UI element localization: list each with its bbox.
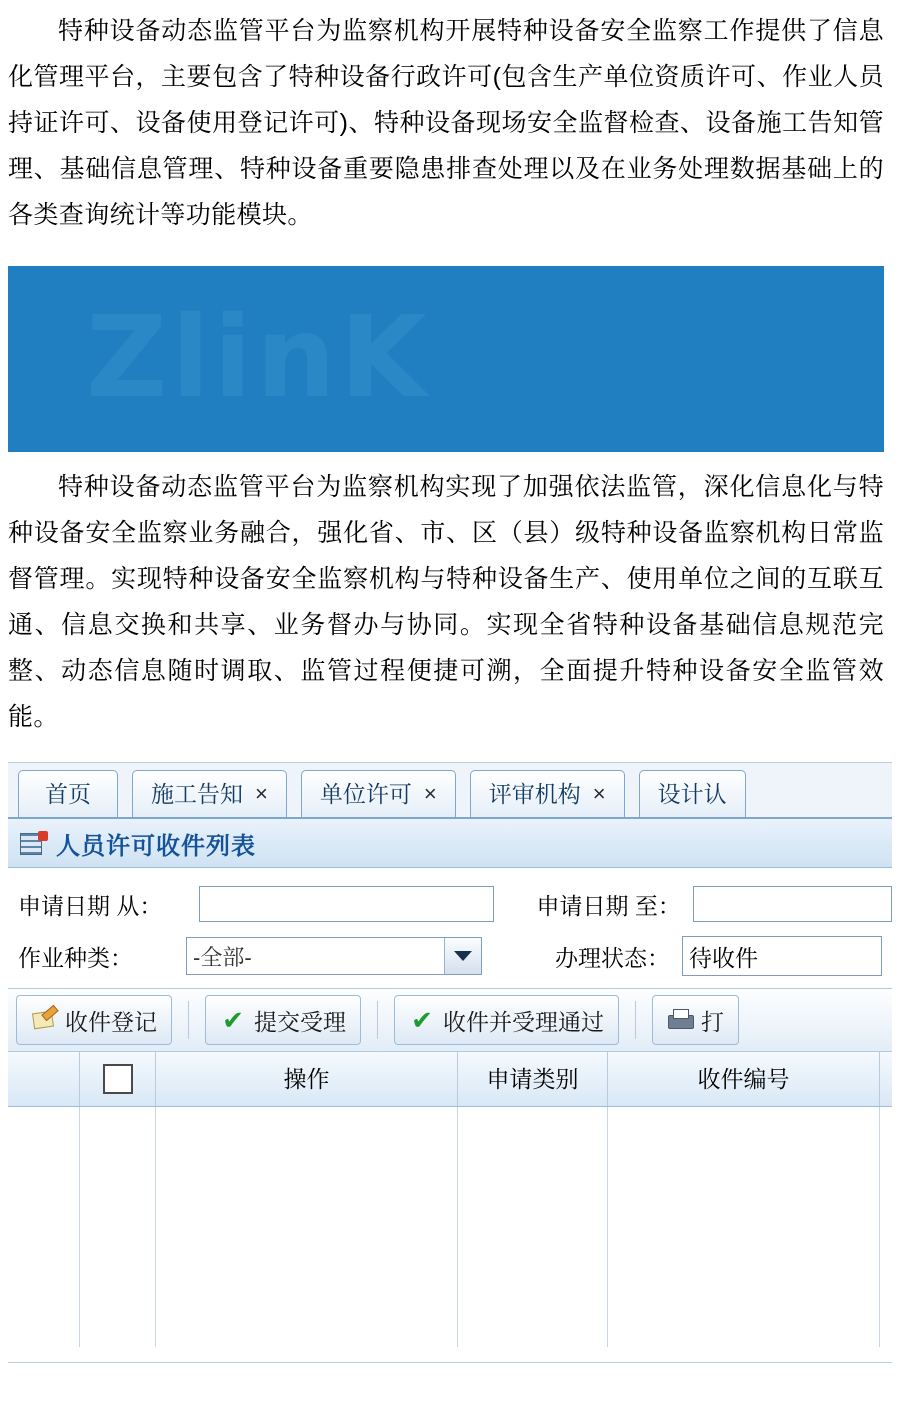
select-all-checkbox[interactable] <box>80 1052 156 1106</box>
tab-home-label: 首页 <box>45 781 91 807</box>
work-type-select[interactable] <box>186 937 482 975</box>
print-label: 打 <box>701 1008 724 1035</box>
tab-review-agency-label: 评审机构 <box>488 781 581 807</box>
building-grid-icon <box>20 831 46 855</box>
pencil-edit-icon <box>31 1008 57 1032</box>
data-grid-header <box>8 1052 892 1107</box>
filter-row-type <box>8 930 892 982</box>
app-bottom-border <box>8 1362 892 1363</box>
tab-home[interactable] <box>18 770 118 817</box>
label-work-type: 作业种类： <box>18 944 133 971</box>
tab-design-approval[interactable] <box>639 770 746 817</box>
grid-col-apply-category[interactable]: 申请类别 <box>458 1052 608 1106</box>
tab-construction-notice[interactable] <box>132 770 287 817</box>
apply-date-to-input[interactable] <box>693 886 892 922</box>
submit-acceptance-button[interactable] <box>205 995 361 1045</box>
toolbar-divider <box>635 1001 636 1039</box>
action-toolbar <box>8 988 892 1052</box>
paragraph-two: 特种设备动态监管平台为监察机构实现了加强依法监管，深化信息化与特种设备安全监察业务融合，强化省、市、区（县）级特种设备监察机构日常监督管理。实现特种设备安全监察机构与特种设备生产、使用单位之间的互联互通、信息交换和共享、业务督办与协同。实现全省特种设备基础信息规范完整、动态信息随时调取、监管过程便捷可溯，全面提升特种设备安全监管效能。 <box>8 473 884 731</box>
data-grid-body <box>8 1107 892 1347</box>
grid-col-extra <box>880 1052 892 1106</box>
grid-body-col-extra <box>880 1107 892 1347</box>
printer-icon <box>667 1008 693 1032</box>
apply-date-from-input[interactable] <box>199 886 494 922</box>
green-check-icon: ✔ <box>222 1005 244 1035</box>
application-screenshot <box>8 762 892 1363</box>
toolbar-divider <box>377 1001 378 1039</box>
grid-col-spacer <box>8 1052 80 1106</box>
tab-unit-license[interactable] <box>301 770 456 817</box>
tab-review-agency[interactable] <box>470 770 625 817</box>
close-icon[interactable]: × <box>592 781 606 806</box>
label-apply-date-to: 申请日期 至： <box>536 892 681 919</box>
panel-title-bar <box>8 819 892 868</box>
tab-design-approval-label: 设计认 <box>657 781 727 807</box>
process-status-input[interactable]: 待收件 <box>682 936 882 976</box>
zlink-logo <box>86 288 431 428</box>
grid-body-col-apply-category <box>458 1107 608 1347</box>
close-icon[interactable]: × <box>255 781 268 806</box>
tab-unit-license-label: 单位许可 <box>319 781 412 807</box>
label-apply-date-from: 申请日期 从： <box>18 892 163 919</box>
tab-bar <box>8 763 892 819</box>
logo-letter-k: K <box>339 293 431 423</box>
label-process-status: 办理状态： <box>555 944 670 971</box>
grid-col-receipt-number[interactable]: 收件编号 <box>608 1052 880 1106</box>
print-button[interactable] <box>652 995 739 1045</box>
grid-body-col-receipt-number <box>608 1107 880 1347</box>
paragraph-one: 特种设备动态监管平台为监察机构开展特种设备安全监察工作提供了信息化管理平台，主要包含了特种设备行政许可(包含生产单位资质许可、作业人员持证许可、设备使用登记许可)、特种设备现场安全监督检查、设备施工告知管理、基础信息管理、特种设备重要隐患排查处理以及在业务处理数据基础上的各类查询统计等功能模块。 <box>8 17 884 229</box>
close-icon[interactable]: × <box>423 781 437 806</box>
chevron-down-icon[interactable] <box>444 938 481 974</box>
filter-row-date <box>8 878 892 930</box>
logo-letter-z: Z <box>86 293 172 423</box>
receive-and-accept-label: 收件并受理通过 <box>443 1008 604 1035</box>
toolbar-divider <box>188 1001 189 1039</box>
logo-letters-lin: lin <box>171 293 340 423</box>
grid-body-col-spacer <box>8 1107 80 1347</box>
work-type-select-value: -全部- <box>193 944 252 970</box>
page-title: 人员许可收件列表 <box>56 832 256 860</box>
filter-form <box>8 868 892 988</box>
grid-col-operation[interactable]: 操作 <box>156 1052 458 1106</box>
receive-and-accept-button[interactable] <box>394 995 619 1045</box>
receipt-register-button[interactable] <box>16 995 172 1045</box>
submit-acceptance-label: 提交受理 <box>254 1008 346 1035</box>
grid-body-col-operation <box>156 1107 458 1347</box>
tab-construction-notice-label: 施工告知 <box>151 781 243 807</box>
receipt-register-label: 收件登记 <box>65 1008 157 1035</box>
zlink-banner-image <box>8 266 884 452</box>
green-check-icon: ✔ <box>411 1005 433 1035</box>
grid-body-col-checkbox <box>80 1107 156 1347</box>
